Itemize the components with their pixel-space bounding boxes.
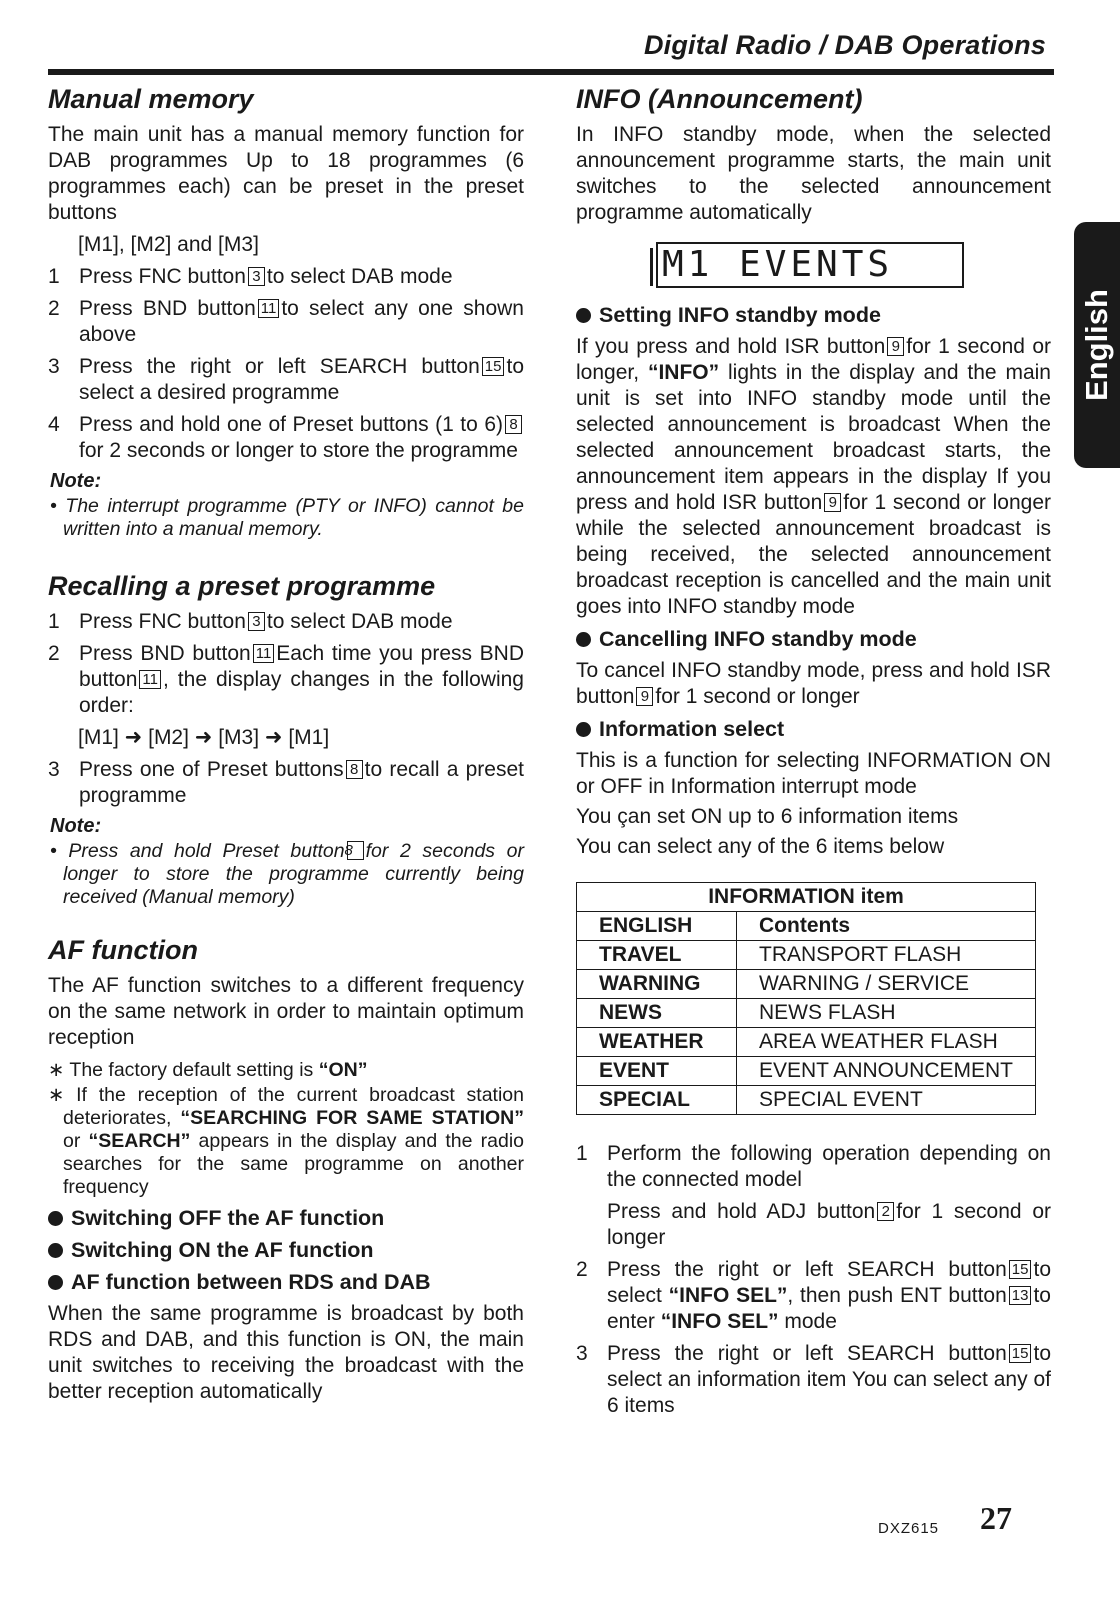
table-row (577, 1028, 1036, 1057)
button-key-box: 15 (1009, 1344, 1032, 1363)
step-text: to select a desired programme (79, 355, 524, 404)
button-key-box: 2 (877, 1202, 894, 1221)
step-number: 3 (48, 355, 60, 378)
step-number: 1 (576, 1142, 588, 1165)
manual-memory-title: Manual memory (48, 84, 254, 114)
step-text: Press FNC button (79, 610, 246, 633)
step-text: mode (778, 1310, 837, 1333)
recalling-steps-cont (48, 757, 524, 809)
info-select-step (576, 1257, 1051, 1335)
table-row (577, 941, 1036, 970)
step-text: Press the right or left SEARCH button (79, 355, 480, 378)
language-tab (1074, 222, 1120, 468)
note-text: ∗ If the reception of the current broadcast station deteriorates, (48, 1084, 524, 1129)
lcd-display: M1 EVENTS (656, 242, 964, 288)
info-select-heading: Information select (576, 716, 1051, 742)
right-column (576, 82, 1051, 1425)
table-cell: AREA WEATHER FLASH (737, 1028, 1036, 1057)
step-subtext (607, 1199, 1051, 1251)
body-text: To cancel INFO standby mode, press and hold ISR button (576, 659, 1051, 708)
table-cell: SPECIAL (577, 1086, 737, 1115)
step-text: to enter (607, 1284, 1051, 1333)
af-on-heading: Switching ON the AF function (48, 1237, 524, 1263)
button-key-box: 9 (636, 687, 653, 706)
manual-memory-step (48, 354, 524, 406)
note-text: • Press and hold Preset button (50, 840, 345, 862)
table-cell: NEWS FLASH (737, 999, 1036, 1028)
body-text: lights in the display and the main unit is set into INFO standby mode until the selected announcement is broadcast When the selected announcement broadcast starts, the announcement item appears in the display If you press and hold ISR button (576, 361, 1051, 514)
language-tab-label: English (1079, 289, 1114, 401)
info-select-steps (576, 1141, 1051, 1419)
body-text: If you press and hold ISR button (576, 335, 886, 358)
manual-memory-steps (48, 264, 524, 464)
body-emphasis: “INFO” (647, 361, 720, 384)
step-text: to select (607, 1258, 1051, 1307)
table-caption: INFORMATION item (577, 883, 1036, 912)
recalling-steps (48, 609, 524, 719)
af-intro: The AF function switches to a different frequency on the same network in order to maintain optimum reception (48, 974, 524, 1049)
step-text: Press and hold ADJ button (607, 1200, 876, 1223)
manual-memory-note: • The interrupt programme (PTY or INFO) cannot be written into a manual memory. (50, 495, 524, 540)
step-number: 3 (576, 1342, 588, 1365)
step-text: to select DAB mode (266, 610, 453, 633)
header-rule (48, 69, 1054, 75)
recalling-note (48, 840, 524, 909)
step-emphasis: “INFO SEL” (660, 1310, 779, 1333)
button-key-box: 11 (253, 644, 275, 663)
bank-sequence: [M1] ➜ [M2] ➜ [M3] ➜ [M1] (78, 726, 330, 749)
table-cell: EVENT ANNOUNCEMENT (737, 1057, 1036, 1086)
step-number: 2 (576, 1258, 588, 1281)
af-title: AF function (48, 935, 198, 965)
step-text: for 1 second or longer (607, 1200, 1051, 1249)
step-text: Press BND button (79, 642, 251, 665)
note-emphasis: “SEARCHING FOR SAME STATION” (180, 1107, 524, 1129)
cancel-info-text (576, 658, 1051, 710)
recalling-step (48, 641, 524, 719)
note-emphasis: “SEARCH” (88, 1130, 191, 1152)
button-key-box: 8 (346, 760, 363, 779)
manual-memory-step (48, 412, 524, 464)
step-number: 2 (48, 642, 60, 665)
setting-info-heading: Setting INFO standby mode (576, 302, 1051, 328)
table-row (577, 1057, 1036, 1086)
body-text: for 1 second or longer (655, 685, 860, 708)
af-search-note (48, 1084, 524, 1199)
table-cell: NEWS (577, 999, 737, 1028)
note-text: appears in the display and the radio searches for the same programme on another frequency (63, 1130, 524, 1198)
button-key-box: 8 (505, 415, 522, 434)
step-text: Press and hold one of Preset buttons (1 to 6) (79, 413, 503, 436)
step-text: Press BND button (79, 297, 256, 320)
step-text: to select any one shown above (79, 297, 524, 346)
note-text: for 2 seconds or longer to store the programme currently being received (Manual memory) (63, 840, 524, 908)
step-emphasis: “INFO SEL” (668, 1284, 788, 1307)
table-header-cell: ENGLISH (577, 912, 737, 941)
memory-banks: [M1], [M2] and [M3] (78, 233, 259, 256)
recalling-step (48, 609, 524, 635)
step-text: Press FNC button (79, 265, 246, 288)
button-key-box: 11 (139, 670, 161, 689)
table-cell: WARNING / SERVICE (737, 970, 1036, 999)
step-text: Press one of Preset buttons (79, 758, 344, 781)
af-rds-dab-heading: AF function between RDS and DAB (48, 1269, 524, 1295)
info-title: INFO (Announcement) (576, 84, 863, 114)
af-default-note (48, 1059, 524, 1082)
table-cell: WARNING (577, 970, 737, 999)
table-cell: SPECIAL EVENT (737, 1086, 1036, 1115)
note-emphasis: “ON” (318, 1059, 368, 1081)
page-number: 27 (980, 1500, 1012, 1536)
table-row (577, 999, 1036, 1028)
step-number: 3 (48, 758, 60, 781)
manual-memory-step (48, 264, 524, 290)
table-cell: TRANSPORT FLASH (737, 941, 1036, 970)
af-rds-dab-text: When the same programme is broadcast by both RDS and DAB, and this function is ON, the main unit switches to receiving the broadcast with the better reception automatically (48, 1302, 524, 1403)
recalling-step (48, 757, 524, 809)
step-text: to select DAB mode (266, 265, 453, 288)
information-item-table (576, 882, 1036, 1115)
button-key-box: 8 (347, 841, 364, 860)
info-section (576, 82, 1051, 1419)
body-text: for 1 second or longer, (576, 335, 1051, 384)
info-select-step (576, 1141, 1051, 1251)
note-text: ∗ The factory default setting is (48, 1059, 319, 1081)
info-select-text: This is a function for selecting INFORMATION ON or OFF in Information interrupt mode (576, 749, 1051, 798)
recalling-title: Recalling a preset programme (48, 571, 436, 601)
table-cell: TRAVEL (577, 941, 737, 970)
step-number: 4 (48, 413, 60, 436)
page-header-title: Digital Radio / DAB Operations (643, 30, 1046, 60)
button-key-box: 9 (824, 493, 841, 512)
button-key-box: 3 (248, 612, 265, 631)
af-section (48, 933, 524, 1405)
note-label: Note: (50, 815, 102, 837)
model-number: DXZ615 (878, 1520, 940, 1537)
step-text: to select an information item You can select any of 6 items (607, 1342, 1051, 1417)
button-key-box: 11 (258, 299, 280, 318)
step-text: Each time you press BND button (79, 642, 524, 691)
step-text: , then push ENT button (787, 1284, 1007, 1307)
body-text: for 1 second or longer while the selected announcement broadcast is being received, the selected announcement broadcast reception is cancelled and the main unit goes into INFO standby mode (576, 491, 1051, 618)
button-key-box: 9 (887, 337, 904, 356)
table-cell: WEATHER (577, 1028, 737, 1057)
info-select-limit: You çan set ON up to 6 information items (576, 805, 959, 828)
step-text: for 2 seconds or longer to store the programme (79, 439, 518, 462)
cancel-info-heading: Cancelling INFO standby mode (576, 626, 1051, 652)
button-key-box: 15 (1009, 1260, 1032, 1279)
step-text: Press the right or left SEARCH button (607, 1258, 1007, 1281)
af-off-heading: Switching OFF the AF function (48, 1205, 524, 1231)
note-text: or (63, 1130, 89, 1152)
button-key-box: 3 (248, 267, 265, 286)
step-number: 1 (48, 610, 60, 633)
table-cell: EVENT (577, 1057, 737, 1086)
table-header-cell: Contents (737, 912, 1036, 941)
step-text: to recall a preset programme (79, 758, 524, 807)
step-text: Perform the following operation depending on the connected model (607, 1142, 1051, 1191)
info-intro: In INFO standby mode, when the selected announcement programme starts, the main unit switches to the selected announcement programme automatically (576, 123, 1051, 224)
info-select-items: You can select any of the 6 items below (576, 835, 945, 858)
step-number: 1 (48, 265, 60, 288)
recalling-section (48, 569, 524, 909)
manual-memory-intro: The main unit has a manual memory function for DAB programmes Up to 18 programmes (6 programmes each) can be preset in the preset buttons (48, 123, 524, 224)
table-row (577, 1086, 1036, 1115)
step-text: , the display changes in the following order: (79, 668, 524, 717)
manual-memory-section (48, 82, 524, 541)
step-text: Press the right or left SEARCH button (607, 1342, 1007, 1365)
info-select-step (576, 1341, 1051, 1419)
table-row (577, 970, 1036, 999)
table-header-row (577, 912, 1036, 941)
step-number: 2 (48, 297, 60, 320)
left-column (48, 82, 524, 1409)
note-label: Note: (50, 470, 102, 492)
setting-info-text (576, 334, 1051, 620)
button-key-box: 15 (482, 357, 505, 376)
button-key-box: 13 (1009, 1286, 1032, 1305)
manual-memory-step (48, 296, 524, 348)
